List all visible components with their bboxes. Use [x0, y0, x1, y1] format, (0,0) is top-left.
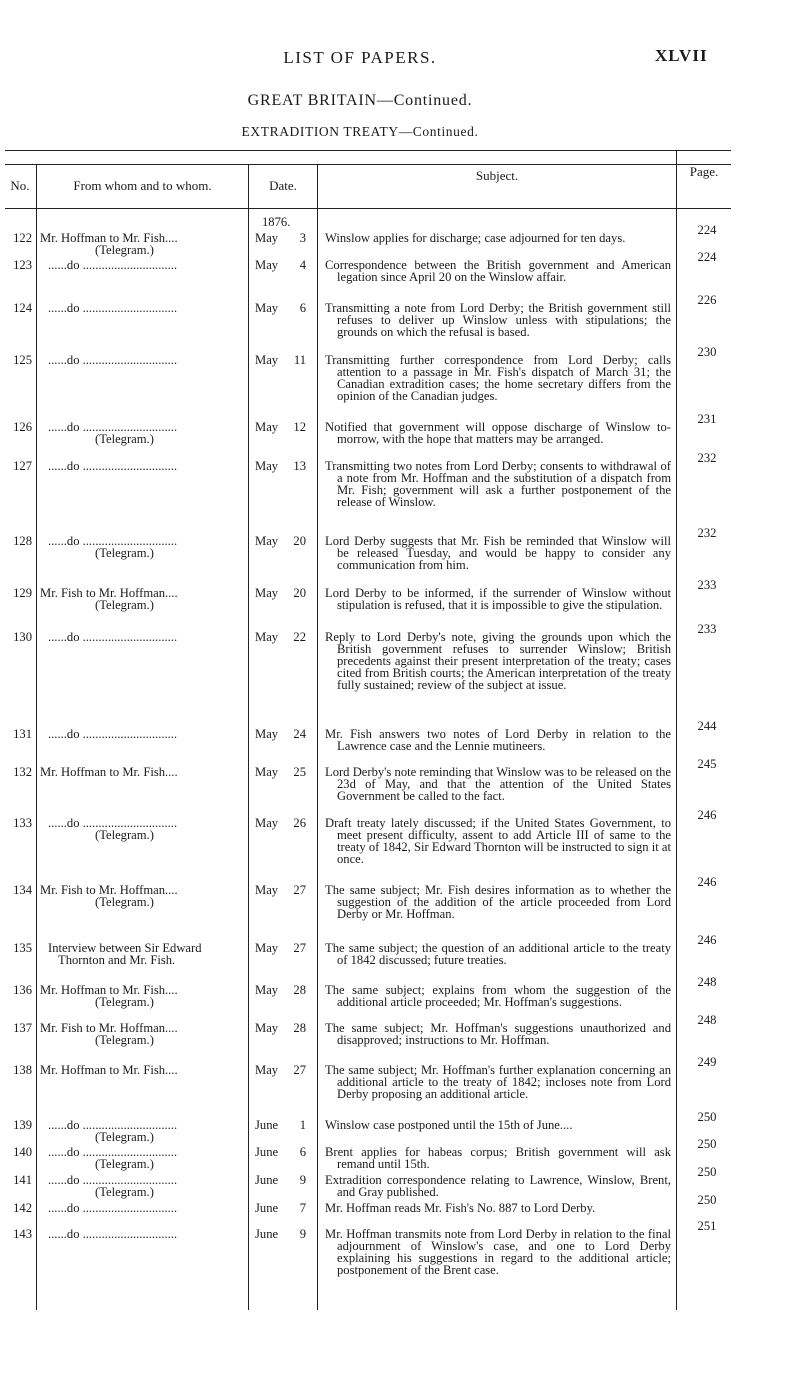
date-value — [250, 766, 314, 778]
subject-text: Mr. Hoffman reads Mr. Fish's No. 887 to Lord Derby. — [325, 1201, 596, 1215]
row-page: 246 — [697, 875, 717, 889]
telegram-note: (Telegram.) — [95, 546, 154, 560]
date-day: 9 — [299, 1227, 306, 1241]
subject-text: The same subject; explains from whom the suggestion of the additional article proceeded; Mr. Hoffman's suggestions. — [325, 983, 671, 1009]
row-correspondents — [40, 232, 246, 256]
row-date — [250, 421, 314, 433]
date-value — [250, 354, 314, 366]
row-subject — [325, 1174, 671, 1198]
date-value — [250, 587, 314, 599]
date-day: 27 — [293, 1063, 306, 1077]
date-day: 22 — [293, 630, 306, 644]
date-value — [250, 984, 314, 996]
date-day: 20 — [293, 586, 306, 600]
row-date — [250, 766, 314, 778]
row-date — [250, 535, 314, 547]
row-page: 245 — [697, 757, 717, 771]
subject-text: Reply to Lord Derby's note, giving the grounds upon which the British government refuses to surrender Winslow; British precedents against their present interpretation of the treaty; cases cited from British courts; the American interpretation of the treaty fully sustained; review of the subject at issue. — [325, 630, 671, 692]
date-month: May — [255, 420, 279, 434]
row-page: 250 — [697, 1193, 717, 1207]
row-correspondents — [40, 1228, 246, 1240]
telegram-note: (Telegram.) — [95, 1157, 154, 1171]
row-subject — [325, 817, 671, 865]
row-page: 251 — [697, 1219, 717, 1233]
date-day: 9 — [299, 1173, 306, 1187]
subject-text: The same subject; Mr. Fish desires information as to whether the suggestion of the addition of the article proceeded from Lord Derby or Mr. Hoffman. — [325, 883, 671, 921]
date-value — [250, 1022, 314, 1034]
date-day: 28 — [293, 983, 306, 997]
row-number: 143 — [13, 1227, 32, 1241]
correspondents-text: ......do .............................. — [48, 1174, 178, 1186]
telegram-note: (Telegram.) — [95, 895, 154, 909]
telegram-note: (Telegram.) — [95, 1185, 154, 1199]
row-correspondents — [40, 1022, 246, 1046]
row-date — [250, 587, 314, 599]
row-date — [250, 302, 314, 314]
page-number: XLVII — [655, 46, 708, 65]
column-divider-4 — [676, 150, 677, 1310]
correspondents-text: ......do .............................. — [48, 631, 178, 643]
row-subject — [325, 460, 671, 508]
row-correspondents — [40, 421, 246, 445]
row-number: 126 — [13, 420, 32, 434]
date-day: 20 — [293, 534, 306, 548]
row-page: 231 — [697, 412, 717, 426]
date-value — [250, 1202, 314, 1214]
row-subject — [325, 942, 671, 966]
row-subject — [325, 1202, 671, 1214]
date-value — [250, 631, 314, 643]
telegram-note: (Telegram.) — [95, 995, 154, 1009]
date-value — [250, 259, 314, 271]
subject-text: The same subject; the question of an additional article to the treaty of 1842 discussed; future treaties. — [325, 941, 671, 967]
row-page: 248 — [697, 1013, 717, 1027]
date-value — [250, 1119, 314, 1131]
row-number: 138 — [13, 1063, 32, 1077]
row-subject — [325, 1146, 671, 1170]
date-value — [250, 1064, 314, 1076]
row-subject — [325, 587, 671, 611]
date-value — [250, 942, 314, 954]
column-header-subject: Subject. — [475, 168, 519, 183]
row-date — [250, 232, 314, 244]
row-date — [250, 631, 314, 643]
correspondents-text: Mr. Hoffman to Mr. Fish.... — [40, 766, 178, 778]
date-day: 3 — [299, 231, 306, 245]
date-month: May — [255, 231, 279, 245]
subject-text: Lord Derby suggests that Mr. Fish be reminded that Winslow will be released Tuesday, and would be happy to consider any communication from him. — [325, 534, 671, 572]
date-day: 24 — [293, 727, 306, 741]
column-header-date: Date. — [269, 178, 297, 193]
date-month: June — [255, 1173, 279, 1187]
correspondents-text: ......do .............................. — [48, 1119, 178, 1131]
correspondents-text: ......do .............................. — [48, 302, 178, 314]
row-number: 131 — [13, 727, 32, 741]
date-month: May — [255, 727, 279, 741]
row-subject — [325, 631, 671, 691]
row-correspondents — [40, 259, 246, 271]
column-header-no: No. — [10, 178, 30, 193]
date-day: 4 — [299, 258, 306, 272]
subject-text: Lord Derby's note reminding that Winslow was to be released on the 23d of May, and that the attention of the United States Government be called to the fact. — [325, 765, 671, 803]
row-date — [250, 1146, 314, 1158]
row-number: 136 — [13, 983, 32, 997]
row-page: 246 — [697, 808, 717, 822]
date-month: May — [255, 1021, 279, 1035]
row-subject — [325, 884, 671, 920]
subject-text: Extradition correspondence relating to Lawrence, Winslow, Brent, and Gray published. — [325, 1173, 671, 1199]
row-page: 230 — [697, 345, 717, 359]
row-subject — [325, 232, 671, 244]
correspondents-text: Interview between Sir Edward Thornton and Mr. Fish. — [48, 942, 202, 966]
row-date — [250, 1202, 314, 1214]
row-correspondents — [40, 766, 246, 778]
row-correspondents — [40, 354, 246, 366]
row-date — [250, 817, 314, 829]
row-subject — [325, 302, 671, 338]
date-day: 6 — [299, 1145, 306, 1159]
row-correspondents — [40, 631, 246, 643]
date-value — [250, 1146, 314, 1158]
row-page: 244 — [697, 719, 717, 733]
subject-text: Mr. Hoffman transmits note from Lord Derby in relation to the final adjournment of Winslow's case, and one to Lord Derby explaining his suggestions in regard to the additional article; postponement of the Brent case. — [325, 1227, 671, 1277]
telegram-note: (Telegram.) — [95, 432, 154, 446]
date-day: 25 — [293, 765, 306, 779]
row-date — [250, 984, 314, 996]
correspondents-text: Mr. Hoffman to Mr. Fish.... — [40, 1064, 178, 1076]
row-subject — [325, 535, 671, 571]
date-month: May — [255, 459, 279, 473]
subject-text: Transmitting two notes from Lord Derby; consents to withdrawal of a note from Mr. Hoffman and the substitution of a dispatch from Mr. Fish; government will ask a further postponement of the release of Winslow. — [325, 459, 671, 509]
row-page: 248 — [697, 975, 717, 989]
correspondents-text: Mr. Hoffman to Mr. Fish.... — [40, 984, 178, 996]
date-value — [250, 302, 314, 314]
row-date — [250, 1022, 314, 1034]
date-month: June — [255, 1227, 279, 1241]
correspondents-text: Mr. Fish to Mr. Hoffman.... — [40, 587, 178, 599]
date-day: 27 — [293, 941, 306, 955]
row-subject — [325, 1228, 671, 1276]
row-number: 139 — [13, 1118, 32, 1132]
row-date — [250, 884, 314, 896]
telegram-note: (Telegram.) — [95, 828, 154, 842]
row-correspondents — [40, 460, 246, 472]
row-date — [250, 354, 314, 366]
row-correspondents — [40, 1119, 246, 1143]
date-month: May — [255, 883, 279, 897]
subject-text: Notified that government will oppose discharge of Winslow to-morrow, with the hope that matters may be arranged. — [325, 420, 671, 446]
date-month: May — [255, 1063, 279, 1077]
row-page: 232 — [697, 451, 717, 465]
row-number: 125 — [13, 353, 32, 367]
row-date — [250, 728, 314, 740]
telegram-note: (Telegram.) — [95, 1033, 154, 1047]
section-title: GREAT BRITAIN—Continued. — [247, 92, 473, 109]
table-top-rule-2 — [5, 164, 731, 165]
row-date — [250, 259, 314, 271]
row-number: 135 — [13, 941, 32, 955]
row-number: 129 — [13, 586, 32, 600]
date-month: May — [255, 630, 279, 644]
row-correspondents — [40, 984, 246, 1008]
row-number: 133 — [13, 816, 32, 830]
row-date — [250, 1174, 314, 1186]
date-day: 26 — [293, 816, 306, 830]
correspondents-text: ......do .............................. — [48, 460, 178, 472]
row-page: 249 — [697, 1055, 717, 1069]
subject-text: The same subject; Mr. Hoffman's further explanation concerning an additional article to the treaty of 1842; incloses note from Lord Derby proposing an additional article. — [325, 1063, 671, 1101]
date-day: 7 — [299, 1201, 306, 1215]
date-value — [250, 1174, 314, 1186]
row-correspondents — [40, 535, 246, 559]
correspondents-text: Mr. Fish to Mr. Hoffman.... — [40, 1022, 178, 1034]
correspondents-text: ......do .............................. — [48, 1202, 178, 1214]
subject-text: Winslow case postponed until the 15th of June.... — [325, 1118, 573, 1132]
correspondents-text: Mr. Hoffman to Mr. Fish.... — [40, 232, 178, 244]
row-correspondents — [40, 817, 246, 841]
subject-text: The same subject; Mr. Hoffman's suggestions unauthorized and disapproved; instructions to Mr. Hoffman. — [325, 1021, 671, 1047]
row-correspondents — [40, 884, 246, 908]
row-page: 232 — [697, 526, 717, 540]
row-subject — [325, 1022, 671, 1046]
date-month: May — [255, 765, 279, 779]
row-number: 141 — [13, 1173, 32, 1187]
row-page: 233 — [697, 578, 717, 592]
header-bottom-rule — [5, 208, 731, 209]
date-month: May — [255, 258, 279, 272]
correspondents-text: Mr. Fish to Mr. Hoffman.... — [40, 884, 178, 896]
row-number: 128 — [13, 534, 32, 548]
date-month: May — [255, 534, 279, 548]
row-correspondents — [40, 1064, 246, 1076]
correspondents-text: ......do .............................. — [48, 728, 178, 740]
row-correspondents — [40, 942, 246, 966]
correspondents-text: ......do .............................. — [48, 817, 178, 829]
date-day: 28 — [293, 1021, 306, 1035]
correspondents-text: ......do .............................. — [48, 259, 178, 271]
subject-text: Lord Derby to be informed, if the surrender of Winslow without stipulation is refused, that it is impossible to give the stipulation. — [325, 586, 671, 612]
date-month: May — [255, 353, 279, 367]
correspondents-text: ......do .............................. — [48, 1146, 178, 1158]
row-number: 130 — [13, 630, 32, 644]
column-divider-1 — [36, 164, 37, 1310]
subject-text: Mr. Fish answers two notes of Lord Derby in relation to the Lawrence case and the Lennie mutineers. — [325, 727, 671, 753]
row-correspondents — [40, 1202, 246, 1214]
row-number: 137 — [13, 1021, 32, 1035]
row-date — [250, 1228, 314, 1240]
date-value — [250, 817, 314, 829]
date-value — [250, 1228, 314, 1240]
subsection-title: EXTRADITION TREATY—Continued. — [241, 124, 479, 139]
date-day: 1 — [299, 1118, 306, 1132]
row-date — [250, 942, 314, 954]
correspondents-text: ......do .............................. — [48, 1228, 178, 1240]
row-subject — [325, 259, 671, 283]
row-subject — [325, 1064, 671, 1100]
row-subject — [325, 728, 671, 752]
telegram-note: (Telegram.) — [95, 243, 154, 257]
column-header-from: From whom and to whom. — [73, 178, 212, 193]
date-month: May — [255, 301, 279, 315]
date-day: 27 — [293, 883, 306, 897]
row-correspondents — [40, 1174, 246, 1198]
row-date — [250, 1119, 314, 1131]
telegram-note: (Telegram.) — [95, 598, 154, 612]
date-day: 12 — [293, 420, 306, 434]
row-page: 250 — [697, 1110, 717, 1124]
row-subject — [325, 421, 671, 445]
date-value — [250, 232, 314, 244]
subject-text: Transmitting a note from Lord Derby; the British government still refuses to deliver up Winslow unless with stipulations; the grounds on which the refusal is based. — [325, 301, 671, 339]
subject-text: Transmitting further correspondence from Lord Derby; calls attention to a passage in Mr. Fish's dispatch of March 31; the Canadian extradition cases; the home secretary differs from the opinion of the Canadian judges. — [325, 353, 671, 403]
date-month: June — [255, 1118, 279, 1132]
date-value — [250, 884, 314, 896]
row-number: 122 — [13, 231, 32, 245]
row-number: 140 — [13, 1145, 32, 1159]
row-subject — [325, 354, 671, 402]
row-subject — [325, 1119, 671, 1131]
row-correspondents — [40, 302, 246, 314]
page-title: LIST OF PAPERS. — [283, 48, 437, 67]
date-month: May — [255, 816, 279, 830]
row-number: 134 — [13, 883, 32, 897]
correspondents-text: ......do .............................. — [48, 354, 178, 366]
row-date — [250, 460, 314, 472]
row-page: 233 — [697, 622, 717, 636]
correspondents-text: ......do .............................. — [48, 421, 178, 433]
row-page: 246 — [697, 933, 717, 947]
date-value — [250, 535, 314, 547]
date-day: 13 — [293, 459, 306, 473]
date-month: June — [255, 1145, 279, 1159]
date-month: May — [255, 941, 279, 955]
row-subject — [325, 766, 671, 802]
table-top-rule — [5, 150, 731, 151]
row-correspondents — [40, 587, 246, 611]
row-page: 250 — [697, 1137, 717, 1151]
correspondents-text: ......do .............................. — [48, 535, 178, 547]
date-month: May — [255, 586, 279, 600]
date-value — [250, 421, 314, 433]
row-number: 142 — [13, 1201, 32, 1215]
year-label — [250, 216, 314, 229]
column-divider-2 — [248, 164, 249, 1310]
date-day: 11 — [293, 353, 306, 367]
row-correspondents — [40, 1146, 246, 1170]
date-day: 6 — [299, 301, 306, 315]
date-month: June — [255, 1201, 279, 1215]
row-page: 224 — [697, 223, 717, 237]
row-page: 226 — [697, 293, 717, 307]
date-month: May — [255, 983, 279, 997]
row-page: 224 — [697, 250, 717, 264]
row-number: 123 — [13, 258, 32, 272]
row-number: 127 — [13, 459, 32, 473]
subject-text: Winslow applies for discharge; case adjourned for ten days. — [325, 231, 626, 245]
row-number: 124 — [13, 301, 32, 315]
column-divider-3 — [317, 164, 318, 1310]
subject-text: Brent applies for habeas corpus; British government will ask remand until 15th. — [325, 1145, 671, 1171]
telegram-note: (Telegram.) — [95, 1130, 154, 1144]
date-value — [250, 460, 314, 472]
row-subject — [325, 984, 671, 1008]
row-page: 250 — [697, 1165, 717, 1179]
row-date — [250, 1064, 314, 1076]
year-text: 1876. — [262, 215, 291, 229]
row-correspondents — [40, 728, 246, 740]
row-number: 132 — [13, 765, 32, 779]
date-value — [250, 728, 314, 740]
column-header-page: Page. — [689, 164, 719, 179]
subject-text: Correspondence between the British government and American legation since April 20 on the Winslow affair. — [325, 258, 671, 284]
subject-text: Draft treaty lately discussed; if the United States Government, to meet present difficulty, assent to add Article III of same to the treaty of 1842, Sir Edward Thornton will be instructed to sign it at once. — [325, 816, 671, 866]
